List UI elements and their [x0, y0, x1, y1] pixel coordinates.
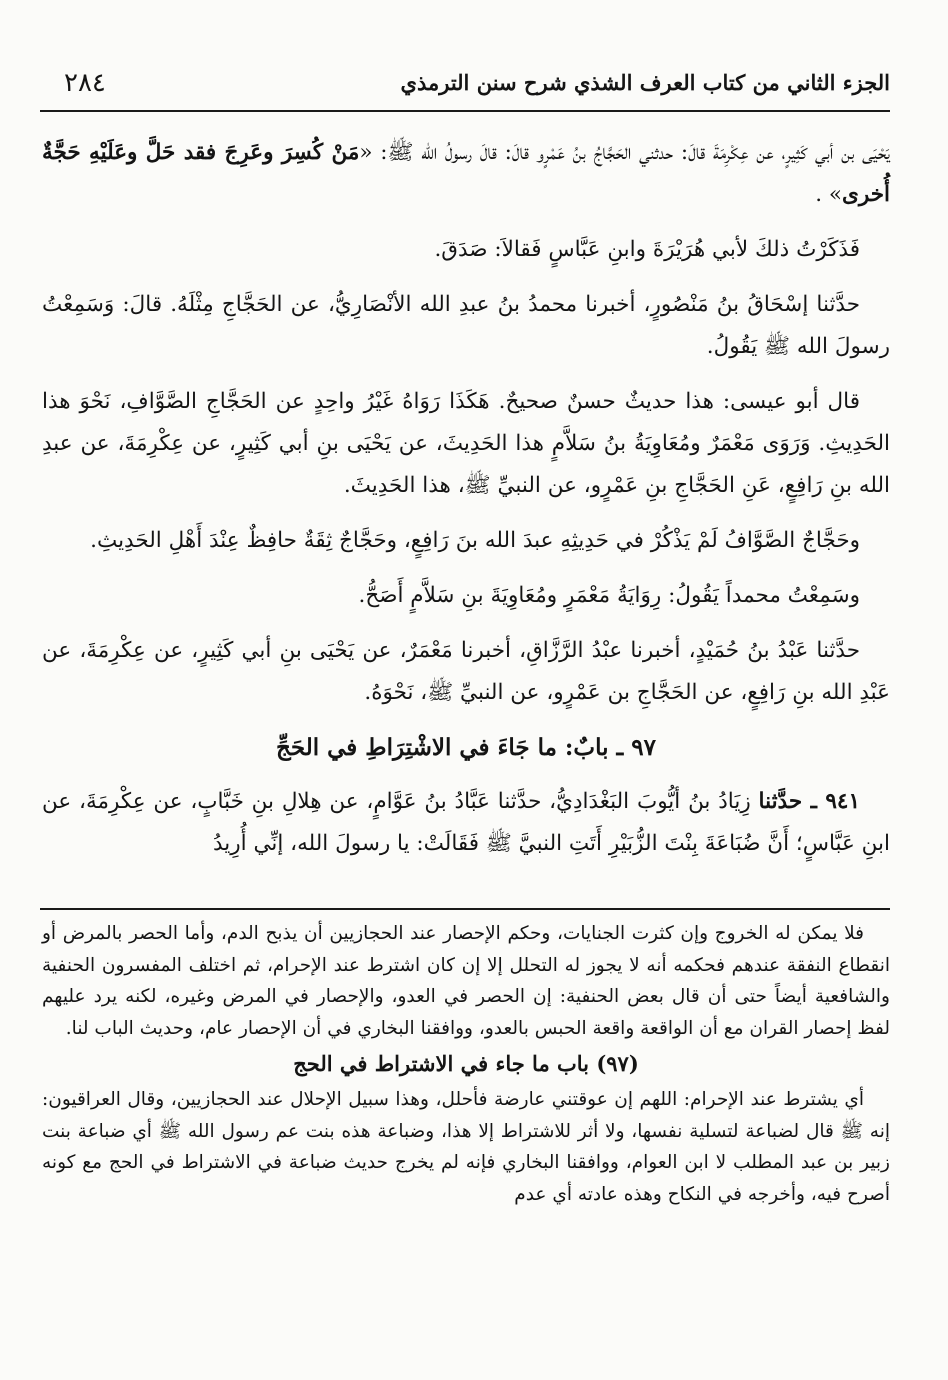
commentary-paragraph: أي يشترط عند الإحرام: اللهم إن عوقتني عارضة فأحلل، وهذا سبيل الإحلال عند الحجازيين، وقال العراقيون: إنه ﷺ قال لضباعة لتسلية نفسها، ولا أثر للاشتراط إلا هذا، وضباعة هذه بنت عم رسول الله ﷺ أي ضباعة بنت زبير بن عبد المطلب لا ابن العوام، ووافقنا البخاري فإنه لم يخرج حديث ضباعة في الاشتراط في الحج مع كونه أصرح فيه، وأخرجه في النكاح وهذه عادته أي عدم — [42, 1088, 890, 1205]
paragraph-end: » . — [815, 182, 843, 207]
paragraph: حدَّثنا إسْحَاقُ بنُ مَنْصُورٍ، أخبرنا محمدُ بنُ عبدِ الله الأنْصَارِيُّ، عن الحَجَّاجِ مِثْلَهُ. قالَ: وَسَمِعْتُ رسولَ الله ﷺ يَقُولُ. — [42, 292, 890, 359]
page-number: ٢٨٤ — [64, 68, 106, 98]
commentary-paragraph: فلا يمكن له الخروج وإن كثرت الجنايات، وحكم الإحصار عند الحجازيين أن يذبح الدم، وأما الحصر بالمرض أو انقطاع النفقة عندهم فحكمه أنه لا يجوز له التحلل إلا إن كان اشترط عند الإحرام، ثم اختلف المفسرون الحنفية والشافعية أيضاً حتى أن قال بعض الحنفية: إن الحصر في العدو، والإحصار في المرض وغيره، لكنه يرد عليهم لفظ إحصار القران مع أن الواقعة واقعة الحبس بالعدو، ووافقنا البخاري في أن الإحصار عام، وحديث الباب لنا. — [42, 923, 890, 1039]
paragraph: قال أبو عيسى: هذا حديثٌ حسنٌ صحيحٌ. هَكَذَا رَوَاهُ غَيْرُ واحِدٍ عن الحَجَّاجِ الصَّوَّافِ، نَحْوَ هذا الحَدِيثِ. وَرَوَى مَعْمَرٌ ومُعَاوِيَةُ بنُ سَلاَّمٍ هذا الحَدِيثَ، عن يَحْيَى بنِ أبي كَثِيرٍ، عن عِكْرِمَةَ، عن عبدِ الله بنِ رَافِعٍ، عَنِ الحَجَّاجِ بنِ عَمْرٍو، عن النبيِّ ﷺ، هذا الحَدِيثَ. — [42, 389, 890, 498]
paragraph-text: يَحْيَى بن أبي كَثِيرٍ، عن عِكْرِمَةَ قالَ: حدثني الحَجَّاجُ بنُ عَمْرٍو قالَ: قالَ رسولُ الله ﷺ: « — [359, 140, 890, 165]
prophetic-quote: مَنْ كُسِرَ وعَرِجَ فقد حَلَّ وعَلَيْهِ حَجَّةٌ أُخرى — [42, 140, 890, 207]
main-text — [42, 132, 890, 878]
paragraph: حدَّثنا عَبْدُ بنُ حُمَيْدٍ، أخبرنا عبْدُ الرَّزَّاقِ، أخبرنا مَعْمَرٌ، عن يَحْيَى بنِ أبي كَثِيرٍ، عن عِكْرِمَةَ، عن عَبْدِ الله بنِ رَافِعٍ، عن الحَجَّاجِ بن عَمْرٍو، عن النبيِّ ﷺ، نَحْوَهُ. — [42, 638, 890, 705]
hadith-number: ٩٤١ ـ حدَّثنا — [758, 789, 860, 814]
hadith-paragraph — [42, 781, 890, 865]
footnote-divider — [40, 908, 890, 910]
running-title: الجزء الثاني من كتاب العرف الشذي شرح سنن الترمذي — [400, 70, 890, 95]
commentary-section — [42, 918, 890, 1210]
commentary-chapter-title: (٩٧) باب ما جاء في الاشتراط في الحج — [293, 1051, 639, 1077]
paragraph — [42, 132, 890, 216]
paragraph: وحَجَّاجٌ الصَّوَّافُ لَمْ يَذْكُرْ في حَدِيثِهِ عبدَ الله بنَ رَافِعٍ، وحَجَّاجٌ ثِقَةٌ حافِظٌ عِنْدَ أَهْلِ الحَدِيثِ. — [90, 528, 860, 553]
paragraph: فَذَكَرْتُ ذلكَ لأبي هُرَيْرَةَ وابنِ عَبَّاسٍ فَقالاَ: صَدَقَ. — [434, 237, 860, 262]
paragraph: وسَمِعْتُ محمداً يَقُولُ: رِوَايَةُ مَعْمَرٍ ومُعَاوِيَةَ بنِ سَلاَّمٍ أَصَحُّ. — [358, 583, 860, 608]
chapter-title: ٩٧ ـ بابٌ: ما جَاءَ في الاشْتِرَاطِ في الحَجِّ — [276, 734, 656, 761]
hadith-text: زِيَادُ بنُ أيُّوبَ البَغْدَادِيُّ، حدَّثنا عَبَّادُ بنُ عَوَّامٍ، عن هِلالِ بنِ خَبَّابٍ، عن عِكْرِمَةَ، عن ابنِ عَبَّاسٍ؛ أَنَّ ضُبَاعَةَ بِنْتَ الزُّبَيْرِ أَتَتِ النبيَّ ﷺ فَقَالَتْ: يا رسولَ الله، إنِّي أُرِيدُ — [42, 789, 890, 856]
page-header — [40, 64, 890, 112]
